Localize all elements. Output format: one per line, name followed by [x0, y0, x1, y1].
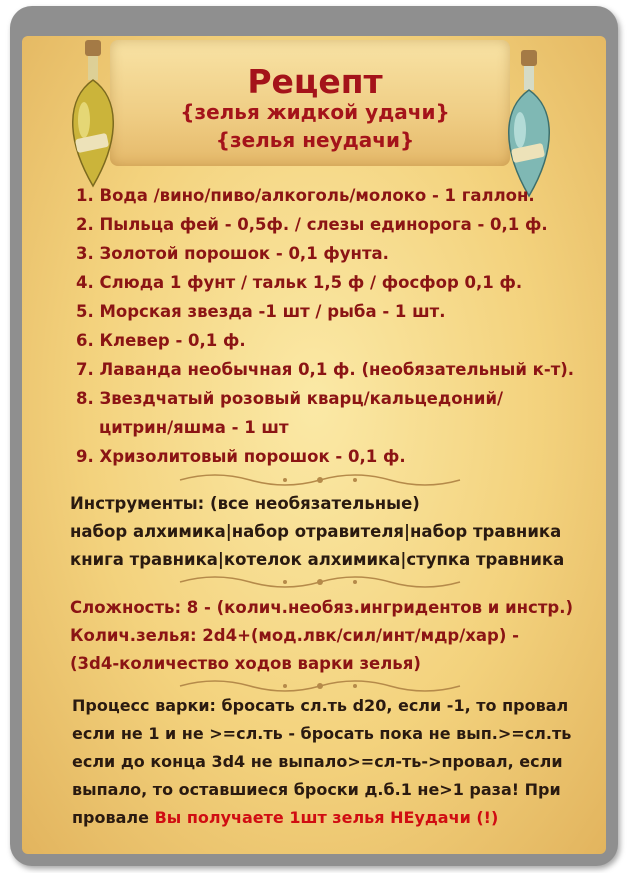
tools-heading: Инструменты: (все необязательные)	[70, 494, 420, 513]
ingredient-3: 3. Золотой порошок - 0,1 фунта.	[76, 244, 389, 263]
process-failure-result: Вы получаете 1шт зелья НЕудачи (!)	[154, 808, 499, 827]
process-line-3: если до конца 3d4 не выпало>=сл-ть->провал, если	[72, 752, 563, 771]
ornament-divider-icon	[175, 676, 465, 696]
process-line-5	[72, 808, 498, 827]
potion-quantity-line-2: (3d4-количество ходов варки зелья)	[70, 654, 421, 673]
ingredient-4: 4. Слюда 1 фунт / тальк 1,5 ф / фосфор 0,1 ф.	[76, 273, 523, 292]
ingredient-5: 5. Морская звезда -1 шт / рыба - 1 шт.	[76, 302, 446, 321]
ingredient-7: 7. Лаванда необычная 0,1 ф. (необязательный к-т).	[76, 360, 575, 379]
ingredient-8: 8. Звездчатый розовый кварц/кальцедоний/	[76, 389, 504, 408]
ingredient-9: 9. Хризолитовый порошок - 0,1 ф.	[76, 447, 406, 466]
ingredient-6: 6. Клевер - 0,1 ф.	[76, 331, 246, 350]
ingredient-1: 1. Вода /вино/пиво/алкоголь/молоко - 1 галлон.	[76, 186, 535, 205]
process-failure-lead: провале	[72, 808, 149, 827]
process-line-1: Процесс варки: бросать сл.ть d20, если -1, то провал	[72, 696, 569, 715]
ingredient-8-continued: цитрин/яшма - 1 шт	[76, 418, 289, 437]
difficulty-line: Сложность: 8 - (колич.необяз.ингридентов и инстр.)	[70, 598, 574, 617]
recipe-subtitle-luck: {зелья жидкой удачи}	[180, 100, 450, 124]
ornament-divider-icon	[175, 572, 465, 592]
ornament-divider-icon	[175, 470, 465, 490]
ingredient-2: 2. Пыльца фей - 0,5ф. / слезы единорога - 0,1 ф.	[76, 215, 548, 234]
tools-row-1: набор алхимика|набор отравителя|набор травника	[70, 522, 562, 541]
tools-row-2: книга травника|котелок алхимика|ступка травника	[70, 550, 565, 569]
potion-quantity-line: Колич.зелья: 2d4+(мод.лвк/сил/инт/мдр/хар) -	[70, 626, 519, 645]
process-line-2: если не 1 и не >=сл.ть - бросать пока не вып.>=сл.ть	[72, 724, 572, 743]
recipe-title: Рецепт	[247, 62, 383, 101]
process-line-4: выпало, то оставшиеся броски д.б.1 не>1 раза! При	[72, 780, 561, 799]
recipe-subtitle-unluck: {зелья неудачи}	[215, 128, 415, 152]
